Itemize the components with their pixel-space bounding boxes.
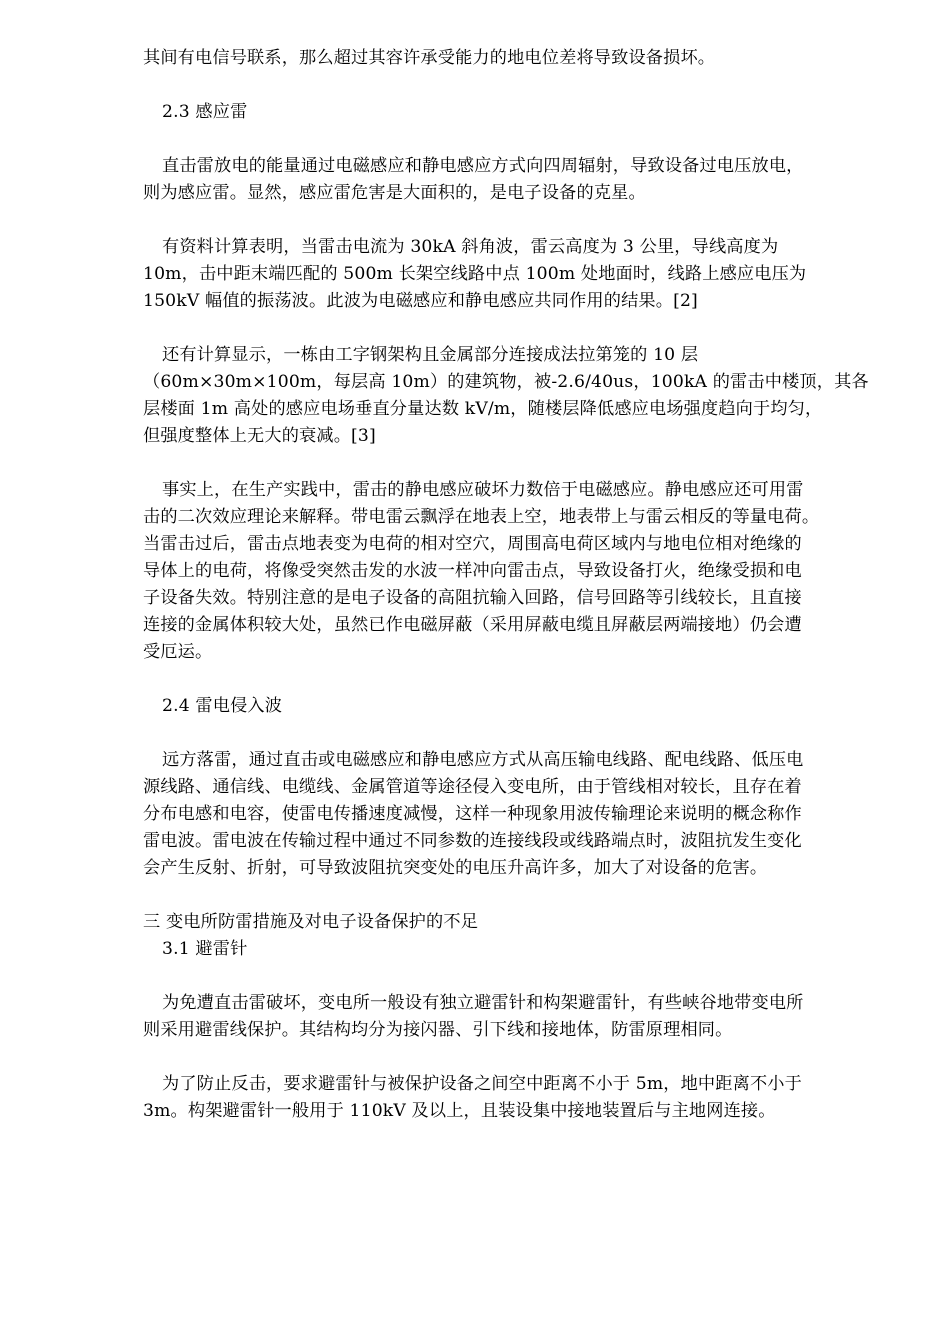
text-line: 事实上，在生产实践中，雷击的静电感应破坏力数倍于电磁感应。静电感应还可用雷 — [162, 480, 804, 500]
text-line: 导体上的电荷，将像受突然击发的水波一样冲向雷击点，导致设备打火，绝缘受损和电 — [143, 561, 802, 581]
text-line: 雷电波。雷电波在传输过程中通过不同参数的连接线段或线路端点时，波阻抗发生变化 — [143, 831, 802, 851]
paragraph-lightning-wave — [143, 747, 893, 882]
text-line: 则为感应雷。显然，感应雷危害是大面积的，是电子设备的克星。 — [143, 183, 646, 203]
text-line: 则采用避雷线保护。其结构均分为接闪器、引下线和接地体，防雷原理相同。 — [143, 1020, 733, 1040]
text-line: 连接的金属体积较大处，虽然已作电磁屏蔽（采用屏蔽电缆且屏蔽层两端接地）仍会遭 — [143, 615, 802, 635]
paragraph-calculation — [143, 234, 893, 315]
text-line: 直击雷放电的能量通过电磁感应和静电感应方式向四周辐射，导致设备过电压放电， — [162, 156, 804, 176]
text-line: （60m×30m×100m，每层高 10m）的建筑物，被-2.6/40us，100kA 的雷击中楼顶，其各 — [143, 372, 869, 392]
text-line: 层楼面 1m 高处的感应电场垂直分量达数 kV/m，随楼层降低感应电场强度趋向于均匀， — [143, 399, 823, 419]
paragraph-building-calculation — [143, 342, 893, 450]
section-heading-3-1: 3.1 避雷针 — [162, 939, 248, 959]
text-line: 当雷击过后，雷击点地表变为电荷的相对空穴，周围高电荷区域内与地电位相对绝缘的 — [143, 534, 802, 554]
text-line: 还有计算显示，一栋由工字钢架构且金属部分连接成法拉第笼的 10 层 — [162, 345, 699, 365]
document-page — [143, 45, 893, 1125]
text-line: 受厄运。 — [143, 642, 213, 662]
paragraph-electrostatic-induction — [143, 477, 893, 666]
text-line: 源线路、通信线、电缆线、金属管道等途径侵入变电所，由于管线相对较长，且存在着 — [143, 777, 802, 797]
text-line: 但强度整体上无大的衰减。[3] — [143, 426, 376, 446]
paragraph-induced-lightning — [143, 153, 893, 207]
text-line: 为免遭直击雷破坏，变电所一般设有独立避雷针和构架避雷针，有些峡谷地带变电所 — [162, 993, 804, 1013]
text-line: 有资料计算表明，当雷击电流为 30kA 斜角波，雷云高度为 3 公里，导线高度为 — [162, 237, 779, 257]
section-heading-2-4: 2.4 雷电侵入波 — [162, 696, 283, 716]
text-line: 其间有电信号联系，那么超过其容许承受能力的地电位差将导致设备损坏。 — [143, 48, 716, 68]
text-line: 击的二次效应理论来解释。带电雷云飘浮在地表上空，地表带上与雷云相反的等量电荷。 — [143, 507, 820, 527]
paragraph-continuation — [143, 45, 893, 72]
text-line: 子设备失效。特别注意的是电子设备的高阻抗输入回路，信号回路等引线较长，且直接 — [143, 588, 802, 608]
text-line: 10m，击中距末端匹配的 500m 长架空线路中点 100m 处地面时，线路上感应电压为 — [143, 264, 807, 284]
chapter-heading-3: 三 变电所防雷措施及对电子设备保护的不足 — [143, 912, 479, 932]
text-line: 3m。构架避雷针一般用于 110kV 及以上，且装设集中接地装置后与主地网连接。 — [143, 1101, 776, 1121]
text-line: 分布电感和电容，使雷电传播速度减慢，这样一种现象用波传输理论来说明的概念称作 — [143, 804, 802, 824]
paragraph-lightning-rod — [143, 990, 893, 1044]
text-line: 远方落雷，通过直击或电磁感应和静电感应方式从高压输电线路、配电线路、低压电 — [162, 750, 804, 770]
text-line: 为了防止反击，要求避雷针与被保护设备之间空中距离不小于 5m，地中距离不小于 — [162, 1074, 802, 1094]
text-line: 会产生反射、折射，可导致波阻抗突变处的电压升高许多，加大了对设备的危害。 — [143, 858, 768, 878]
section-heading-2-3: 2.3 感应雷 — [162, 102, 248, 122]
text-line: 150kV 幅值的振荡波。此波为电磁感应和静电感应共同作用的结果。[2] — [143, 291, 698, 311]
paragraph-flashover-prevention — [143, 1071, 893, 1125]
